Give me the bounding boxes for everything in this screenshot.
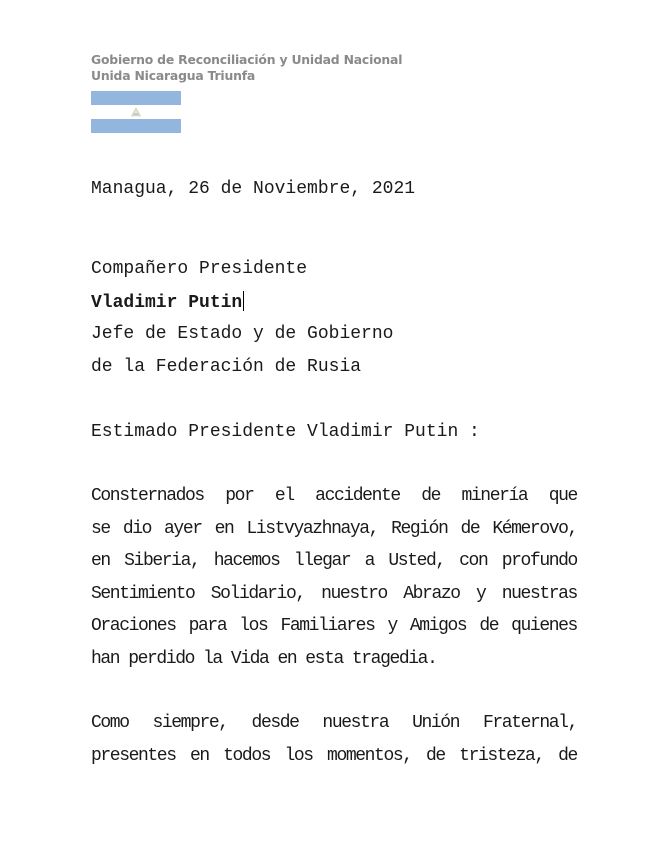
word: de — [460, 518, 480, 539]
paragraph-1 — [91, 480, 577, 676]
word: momentos, — [327, 745, 412, 766]
recipient-title: Compañero Presidente — [91, 259, 308, 279]
word: Usted, — [388, 551, 445, 572]
letter-greeting: Estimado Presidente Vladimir Putin : — [91, 422, 480, 442]
letterhead — [91, 52, 402, 84]
word: en — [277, 648, 297, 669]
letterhead-government-name: Gobierno de Reconciliación y Unidad Nacional — [91, 52, 403, 67]
word: tristeza, — [459, 745, 544, 766]
paragraph1-line — [91, 643, 577, 676]
recipient-role-line-1: Jefe de Estado y de Gobierno — [91, 324, 394, 344]
word: Región — [391, 518, 448, 539]
word: Sentimiento — [91, 583, 195, 604]
word: de — [558, 745, 577, 766]
text-cursor — [243, 291, 244, 311]
letter-date: Managua, 26 de Noviembre, 2021 — [91, 179, 416, 199]
recipient-role-line-2: de la Federación de Rusia — [91, 357, 362, 377]
word: de — [421, 486, 441, 506]
word: nuestra — [322, 713, 389, 733]
word: y — [387, 616, 397, 637]
word: hacemos — [213, 551, 280, 572]
paragraph2-line — [91, 707, 577, 740]
word: siempre, — [152, 713, 228, 733]
word: perdido — [128, 648, 195, 669]
paragraph1-line — [91, 545, 577, 578]
word: llegar — [293, 551, 351, 572]
word: Amigos — [409, 616, 467, 637]
paragraph-2 — [91, 707, 577, 772]
word: Fraternal, — [482, 713, 577, 733]
word: de — [426, 745, 445, 766]
word: desde — [251, 713, 299, 733]
word: nuestro — [321, 583, 387, 604]
word: Listvyazhnaya, — [246, 518, 379, 539]
word: minería — [461, 486, 528, 506]
paragraph1-line — [91, 610, 577, 643]
recipient-name: Vladimir Putin — [91, 293, 243, 313]
recipient-name-line — [91, 291, 244, 314]
flag-top-stripe — [91, 91, 181, 105]
word: Solidario, — [210, 583, 305, 604]
word: en — [91, 551, 110, 572]
word: para — [188, 616, 227, 637]
word: Como — [91, 713, 129, 733]
word: que — [548, 486, 577, 506]
word: los — [284, 745, 313, 766]
word: todos — [223, 745, 271, 766]
word: presentes — [91, 745, 176, 766]
word: en — [189, 745, 209, 766]
word: Abrazo — [403, 583, 460, 604]
word: con — [459, 551, 488, 572]
word: quienes — [511, 616, 577, 637]
word: se — [91, 518, 110, 539]
paragraph2-line — [91, 740, 577, 773]
word: Siberia, — [124, 551, 200, 572]
letterhead-slogan: Unida Nicaragua Triunfa — [91, 68, 256, 83]
word: nuestras — [501, 583, 577, 604]
word: la — [203, 648, 222, 669]
word: dio — [122, 518, 152, 539]
word: en — [214, 518, 234, 539]
flag-bottom-stripe — [91, 119, 181, 133]
word: Oraciones — [91, 616, 176, 637]
word: accidente — [315, 486, 400, 506]
word: han — [91, 648, 120, 669]
word: Unión — [412, 713, 460, 733]
coat-of-arms-icon — [131, 107, 141, 117]
word: profundo — [501, 551, 577, 572]
paragraph1-line — [91, 480, 577, 513]
paragraph1-line — [91, 578, 577, 611]
nicaragua-flag-icon — [91, 91, 181, 133]
word: esta — [305, 648, 343, 669]
word: ayer — [164, 518, 202, 539]
word: Kémerovo, — [492, 518, 577, 539]
word: el — [274, 486, 294, 506]
word: de — [479, 616, 499, 637]
paragraph1-line — [91, 513, 577, 546]
word: los — [239, 616, 268, 637]
word: a — [364, 551, 375, 572]
word: Consternados — [91, 486, 204, 506]
word: y — [476, 583, 486, 604]
word: tragedia. — [351, 648, 437, 669]
word: Familiares — [280, 616, 375, 637]
word: Vida — [230, 648, 269, 669]
word: por — [225, 486, 254, 506]
